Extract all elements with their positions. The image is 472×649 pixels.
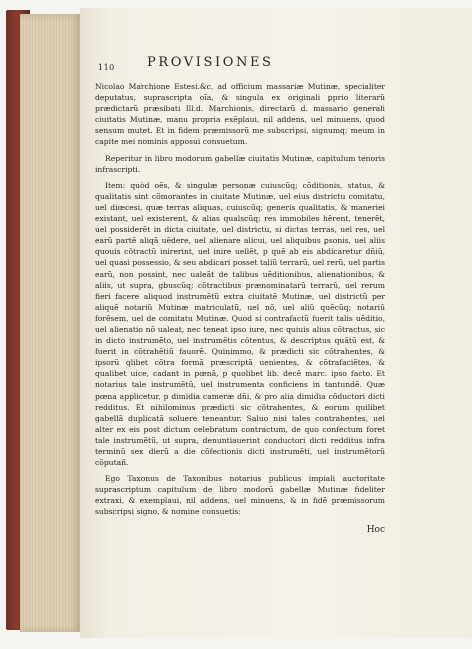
paragraph-reperitur: Reperitur in libro modorum gabellæ ciuitatis Mutinæ, capitulum tenoris infrascripti. [95,153,385,174]
catchword: Hoc [366,525,385,535]
paragraph-ego-taxonus: Ego Taxonus de Taxonibus notarius publicus impiali auctoritate suprascriptum capitulum de libro modorũ gabellæ Mutinæ fideliter extraxi, & exemplaui, nil addens, uel minuens, & in fidẽ præmissorum subscripsi signo, & nomine consuetis: [95,474,385,517]
paragraph-attestation: Nicolao Marchione Estesi.&c. ad officium massariæ Mutinæ, specialiter deputatus, suprascripta oĩa, & singula ex originali ꝑprio literarũ prædictarũ præsibati Ill.d. Marchionis, directarũ d. massario generali ciuitatis Mutinæ, manu propria exẽplaui, nil addens, uel minuens, quod sensum mutet. Et in fidem præmissorũ me subscripsi, signumq; meum in capite mei nominis apposui consuetum. [95,82,385,147]
paragraph-item: Item: quòd oẽs, & singulæ personæ cuiuscũq; cõditionis, status, & qualitatis sint cõmorantes in ciuitate Mutinæ, uel eius districtu comitatu, uel diœcesi, quæ terras aliquas, cuiuscũq; generis qualitatis, & maneriei existant, uel existerent, & alias qualscũq; res immobiles hẽrent, tenerẽt, uel possiderẽt in dicta ciuitate, uel districtu, si dictas terras, uel res, uel earũ partẽ aliqã uẽdere, uel alienare alicui, uel aliquibus ꝑsonis, uel aliis quouis cõtractũ inirerint, uel inire uellẽt, p quẽ ab eis abdicaretur dñiũ, uel quasi possessio, & seu abdicari posset taliũ terrarũ, uel rerũ, uel partis earũ, non possint, nec ualeãt de talibus uẽditionibus, alienationibus, & aliis, ut supra, gbuscũq; cõtractibus prænominatarũ terrarũ, uel rerum fieri facere aliquod instrumẽtũ extra ciuitatẽ Mutinæ, uel districtũ per aliquẽ notariũ Mutinæ matriculatũ, uel nõ, uel aliũ quẽcũq; notariũ forẽsem, uel de comitatu Mutinæ. Quod si contrafactũ fuerit talis uẽditio, uel alienatio nõ ualeat, nec teneat ipso iure, nec quiuis alius cõtractus, sic in dicto instrumẽto, uel instrumẽtis cõtentus, & descriptus quãtũ est, & fuerit in cõtrahẽtiũ fauorẽ. Quinimmo, & prædicti sic cõtrahentes, & ipsorũ qlibet cõtra formã præscriptã uenientes, & cõtrafaciẽtes, & qualibet uice, cadant in pœnã, p quolibet lib. decẽ marc. ipso facto. Et notarius tale instrumẽtũ, uel instrumenta conficiens in tantundẽ. Quæ pœna applicetur, p dimidia cameræ dñi, & pro alia dimidia cõductori dicti redditus. Et nihilominus prædicti sic cõtrahentes, & eorum quilibet gabellã duplicatã soluere teneantur. Saluo nisi tales contrahentes, uel alter ex eis post dictum celebratum contractum, de quo confectum foret tale instrumẽtũ, ut supra, denuntiauerint conductori dicti redditus infra terminũ sex dierũ a die cõfectionis dicti instrumẽti, uel instrumẽtorũ cõputañ. [95,180,385,468]
text-block [95,57,385,557]
page-header [95,57,385,81]
running-head: PROVISIONES [147,55,274,70]
page-number: 110 [98,63,115,72]
page-edges [20,14,82,632]
